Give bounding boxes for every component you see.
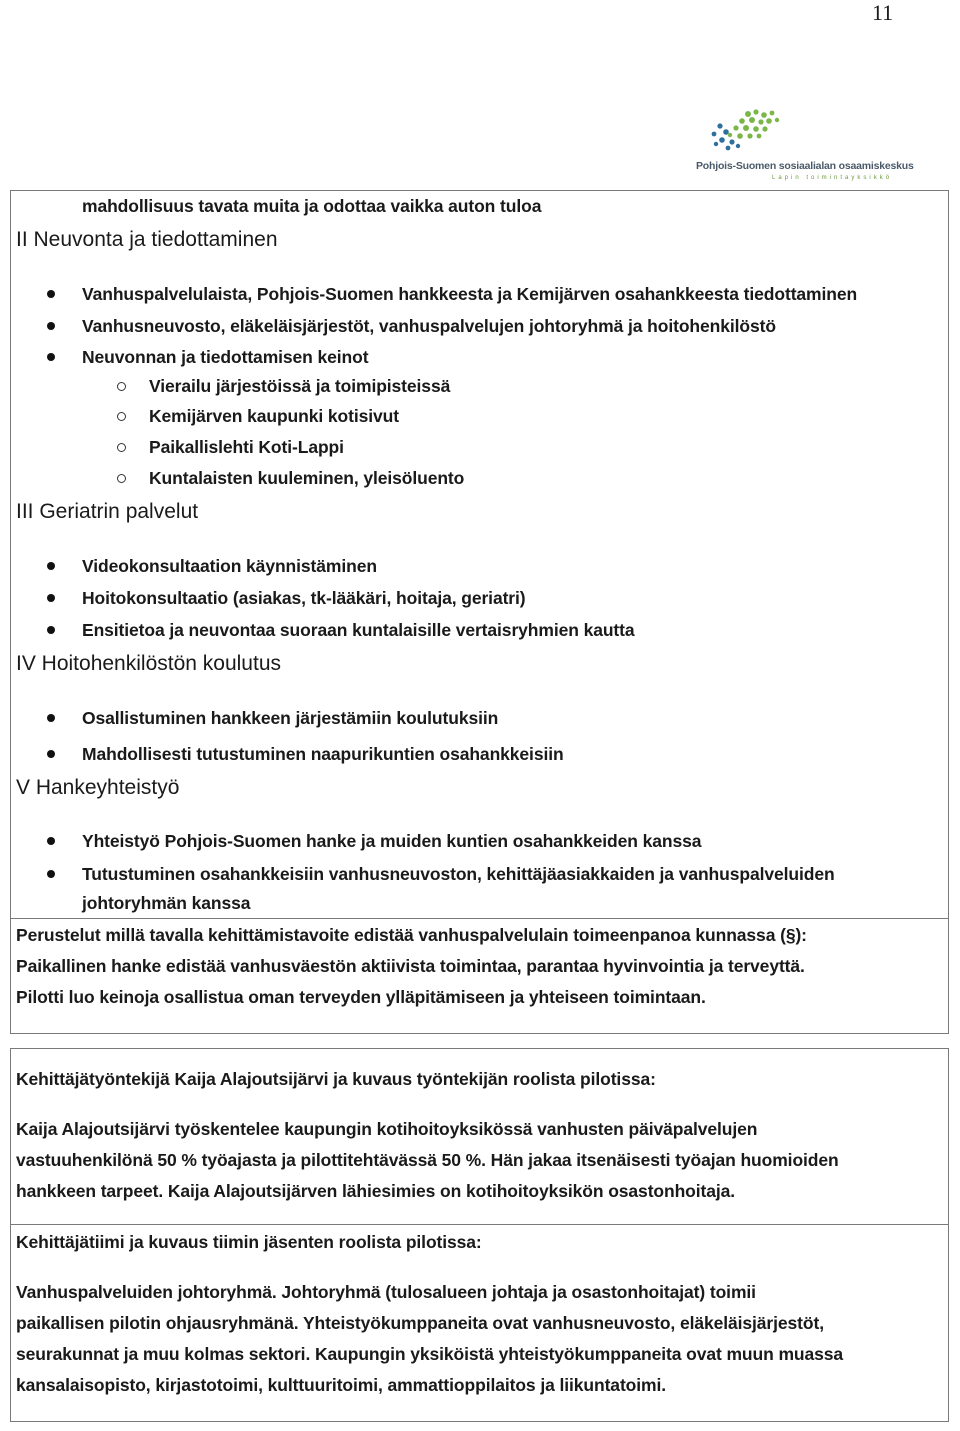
page-number: 11 — [872, 0, 894, 25]
intro-line: mahdollisuus tavata muita ja odottaa vaikka auton tuloa — [82, 196, 542, 216]
list-item: Videokonsultaation käynnistäminen — [82, 556, 377, 576]
list-item: Tutustuminen osahankkeisiin vanhusneuvoston, kehittäjäasiakkaiden ja vanhuspalveluiden — [82, 864, 835, 884]
list-item: Osallistuminen hankkeen järjestämiin koulutuksiin — [82, 708, 499, 728]
bullet-icon — [47, 322, 55, 330]
tree-logo-icon — [706, 106, 786, 156]
sub-list-item: Kuntalaisten kuuleminen, yleisöluento — [149, 468, 465, 488]
bullet-icon — [47, 290, 55, 298]
section-heading: V Hankeyhteistyö — [16, 776, 180, 799]
logo-name: Pohjois-Suomen sosiaalialan osaamiskeskus — [696, 160, 914, 172]
team-text: kansalaisopisto, kirjastotoimi, kulttuuritoimi, ammattioppilaitos ja liikuntatoimi. — [16, 1375, 667, 1395]
logo-subtitle: Lapin toimintayksikkö — [772, 175, 893, 181]
organization-logo — [694, 106, 914, 186]
sub-list-item: Kemijärven kaupunki kotisivut — [149, 406, 399, 426]
bullet-icon — [47, 353, 55, 361]
rationale-text: Pilotti luo keinoja osallistua oman terveyden ylläpitämiseen ja yhteiseen toimintaan. — [16, 987, 706, 1007]
developer-text: vastuuhenkilönä 50 % työajasta ja pilottitehtävässä 50 %. Hän jakaa itsenäisesti työajan huomioiden — [16, 1150, 839, 1170]
team-heading: Kehittäjätiimi ja kuvaus tiimin jäsenten roolista pilotissa: — [16, 1232, 482, 1252]
developer-heading: Kehittäjätyöntekijä Kaija Alajoutsijärvi ja kuvaus työntekijän roolista pilotissa: — [16, 1069, 656, 1089]
rationale-text: Paikallinen hanke edistää vanhusväestön aktiivista toimintaa, parantaa hyvinvointia ja terveyttä. — [16, 956, 805, 976]
rationale-heading: Perustelut millä tavalla kehittämistavoite edistää vanhuspalvelulain toimeenpanoa kunnassa (§): — [16, 925, 807, 945]
list-item: Ensitietoa ja neuvontaa suoraan kuntalaisille vertaisryhmien kautta — [82, 620, 635, 640]
list-item: Vanhuspalvelulaista, Pohjois-Suomen hankkeesta ja Kemijärven osahankkeesta tiedottaminen — [82, 284, 858, 304]
bullet-icon — [47, 750, 55, 758]
developer-text: hankkeen tarpeet. Kaija Alajoutsijärven lähiesimies on kotihoitoyksikön osastonhoitaja. — [16, 1181, 736, 1201]
sub-list-item: Vierailu järjestöissä ja toimipisteissä — [149, 376, 451, 396]
section-heading: IV Hoitohenkilöstön koulutus — [16, 652, 281, 675]
section-heading: II Neuvonta ja tiedottaminen — [16, 228, 278, 251]
bullet-icon — [47, 626, 55, 634]
divider — [10, 1224, 949, 1225]
developer-text: Kaija Alajoutsijärvi työskentelee kaupungin kotihoitoyksikössä vanhusten päiväpalvelujen — [16, 1119, 758, 1139]
list-item-continuation: johtoryhmän kanssa — [82, 893, 251, 913]
bullet-icon — [47, 837, 55, 845]
list-item: Mahdollisesti tutustuminen naapurikuntien osahankkeisiin — [82, 744, 564, 764]
circle-bullet-icon — [117, 382, 126, 391]
section-heading: III Geriatrin palvelut — [16, 500, 199, 523]
bullet-icon — [47, 594, 55, 602]
team-text: Vanhuspalveluiden johtoryhmä. Johtoryhmä (tulosalueen johtaja ja osastonhoitajat) toimii — [16, 1282, 756, 1302]
bullet-icon — [47, 714, 55, 722]
list-item: Neuvonnan ja tiedottamisen keinot — [82, 347, 369, 367]
circle-bullet-icon — [117, 443, 126, 452]
bullet-icon — [47, 870, 55, 878]
team-text: paikallisen pilotin ohjausryhmänä. Yhteistyökumppaneita ovat vanhusneuvosto, eläkeläisjärjestöt, — [16, 1313, 824, 1333]
team-text: seurakunnat ja muu kolmas sektori. Kaupungin yksiköistä yhteistyökumppaneita ovat muun muassa — [16, 1344, 844, 1364]
list-item: Yhteistyö Pohjois-Suomen hanke ja muiden kuntien osahankkeiden kanssa — [82, 831, 702, 851]
circle-bullet-icon — [117, 412, 126, 421]
list-item: Vanhusneuvosto, eläkeläisjärjestöt, vanhuspalvelujen johtoryhmä ja hoitohenkilöstö — [82, 316, 776, 336]
bullet-icon — [47, 562, 55, 570]
list-item: Hoitokonsultaatio (asiakas, tk-lääkäri, hoitaja, geriatri) — [82, 588, 526, 608]
sub-list-item: Paikallislehti Koti-Lappi — [149, 437, 344, 457]
circle-bullet-icon — [117, 474, 126, 483]
